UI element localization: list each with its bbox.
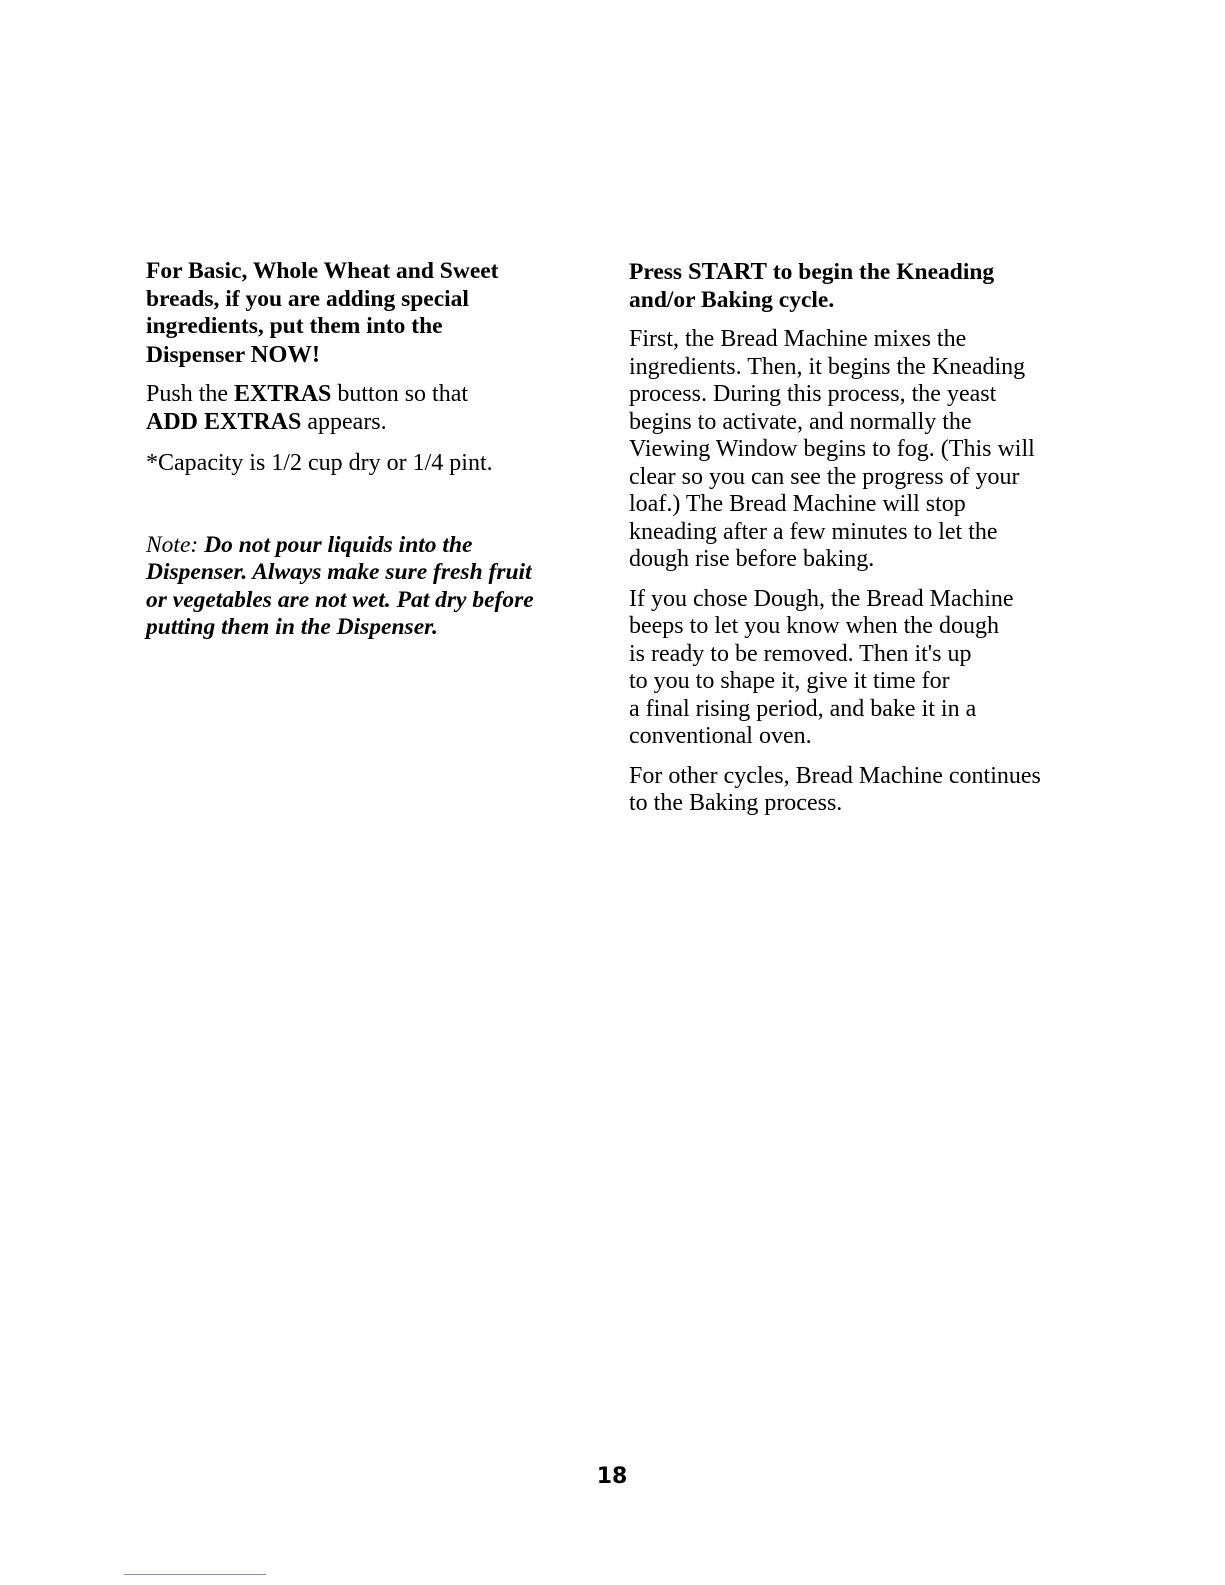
note-line: Dispenser. Always make sure fresh fruit bbox=[146, 559, 532, 585]
add-extras-display-text: ADD EXTRAS bbox=[146, 408, 302, 435]
left-column bbox=[146, 258, 601, 642]
note-line: putting them in the Dispenser. bbox=[146, 614, 438, 640]
paragraph-line: ingredients. Then, it begins the Kneading bbox=[629, 353, 1026, 380]
paragraph-line: For other cycles, Bread Machine continues bbox=[629, 762, 1041, 789]
extras-button-name: EXTRAS bbox=[234, 381, 332, 407]
heading-line: breads, if you are adding special bbox=[146, 285, 469, 312]
bottom-divider-line bbox=[124, 1574, 266, 1575]
dispenser-instruction-heading bbox=[146, 258, 601, 369]
heading-line: ingredients, put them into the bbox=[146, 313, 443, 339]
paragraph-line: loaf.) The Bread Machine will stop bbox=[629, 491, 966, 517]
paragraph-line: beeps to let you know when the dough bbox=[629, 613, 999, 639]
extras-instruction bbox=[146, 381, 601, 436]
paragraph-line: If you chose Dough, the Bread Machine bbox=[629, 585, 1014, 612]
other-cycles-paragraph bbox=[629, 763, 1099, 818]
paragraph-line: First, the Bread Machine mixes the bbox=[629, 326, 967, 352]
paragraph-line: process. During this process, the yeast bbox=[629, 381, 997, 407]
extras-text: button so that bbox=[337, 381, 469, 407]
page-number: 18 bbox=[596, 1464, 628, 1489]
dispenser-caution-note bbox=[146, 532, 601, 642]
paragraph-line: kneading after a few minutes to let the bbox=[629, 518, 998, 545]
heading-line: Dispenser bbox=[146, 341, 245, 368]
start-instruction-heading bbox=[629, 258, 1099, 314]
paragraph-line: begins to activate, and normally the bbox=[629, 408, 972, 435]
note-line: or vegetables are not wet. Pat dry before bbox=[146, 586, 534, 613]
note-line: Do not pour liquids into the bbox=[204, 531, 473, 558]
heading-text: Press bbox=[629, 259, 683, 285]
paragraph-line: is ready to be removed. Then it's up bbox=[629, 640, 972, 667]
paragraph-line: a final rising period, and bake it in a bbox=[629, 695, 977, 722]
paragraph-line: conventional oven. bbox=[629, 723, 812, 749]
dough-cycle-paragraph bbox=[629, 586, 1099, 751]
paragraph-line: clear so you can see the progress of your bbox=[629, 463, 1020, 490]
heading-text: and/or Baking cycle. bbox=[629, 286, 835, 313]
capacity-note: *Capacity is 1/2 cup dry or 1/4 pint. bbox=[146, 450, 493, 476]
heading-text: to begin the Kneading bbox=[772, 259, 995, 285]
paragraph-line: to the Baking process. bbox=[629, 790, 843, 816]
extras-text: appears. bbox=[307, 408, 387, 435]
paragraph-line: dough rise before baking. bbox=[629, 546, 875, 572]
paragraph-line: to you to shape it, give it time for bbox=[629, 668, 950, 694]
note-label: Note: bbox=[146, 531, 199, 558]
start-button-name: START bbox=[687, 258, 767, 285]
now-emphasis: NOW! bbox=[250, 340, 321, 368]
kneading-process-paragraph bbox=[629, 326, 1099, 574]
right-column bbox=[629, 258, 1099, 818]
extras-text: Push the bbox=[146, 381, 229, 407]
heading-line: For Basic, Whole Wheat and Sweet bbox=[146, 258, 499, 284]
paragraph-line: Viewing Window begins to fog. (This will bbox=[629, 436, 1035, 462]
